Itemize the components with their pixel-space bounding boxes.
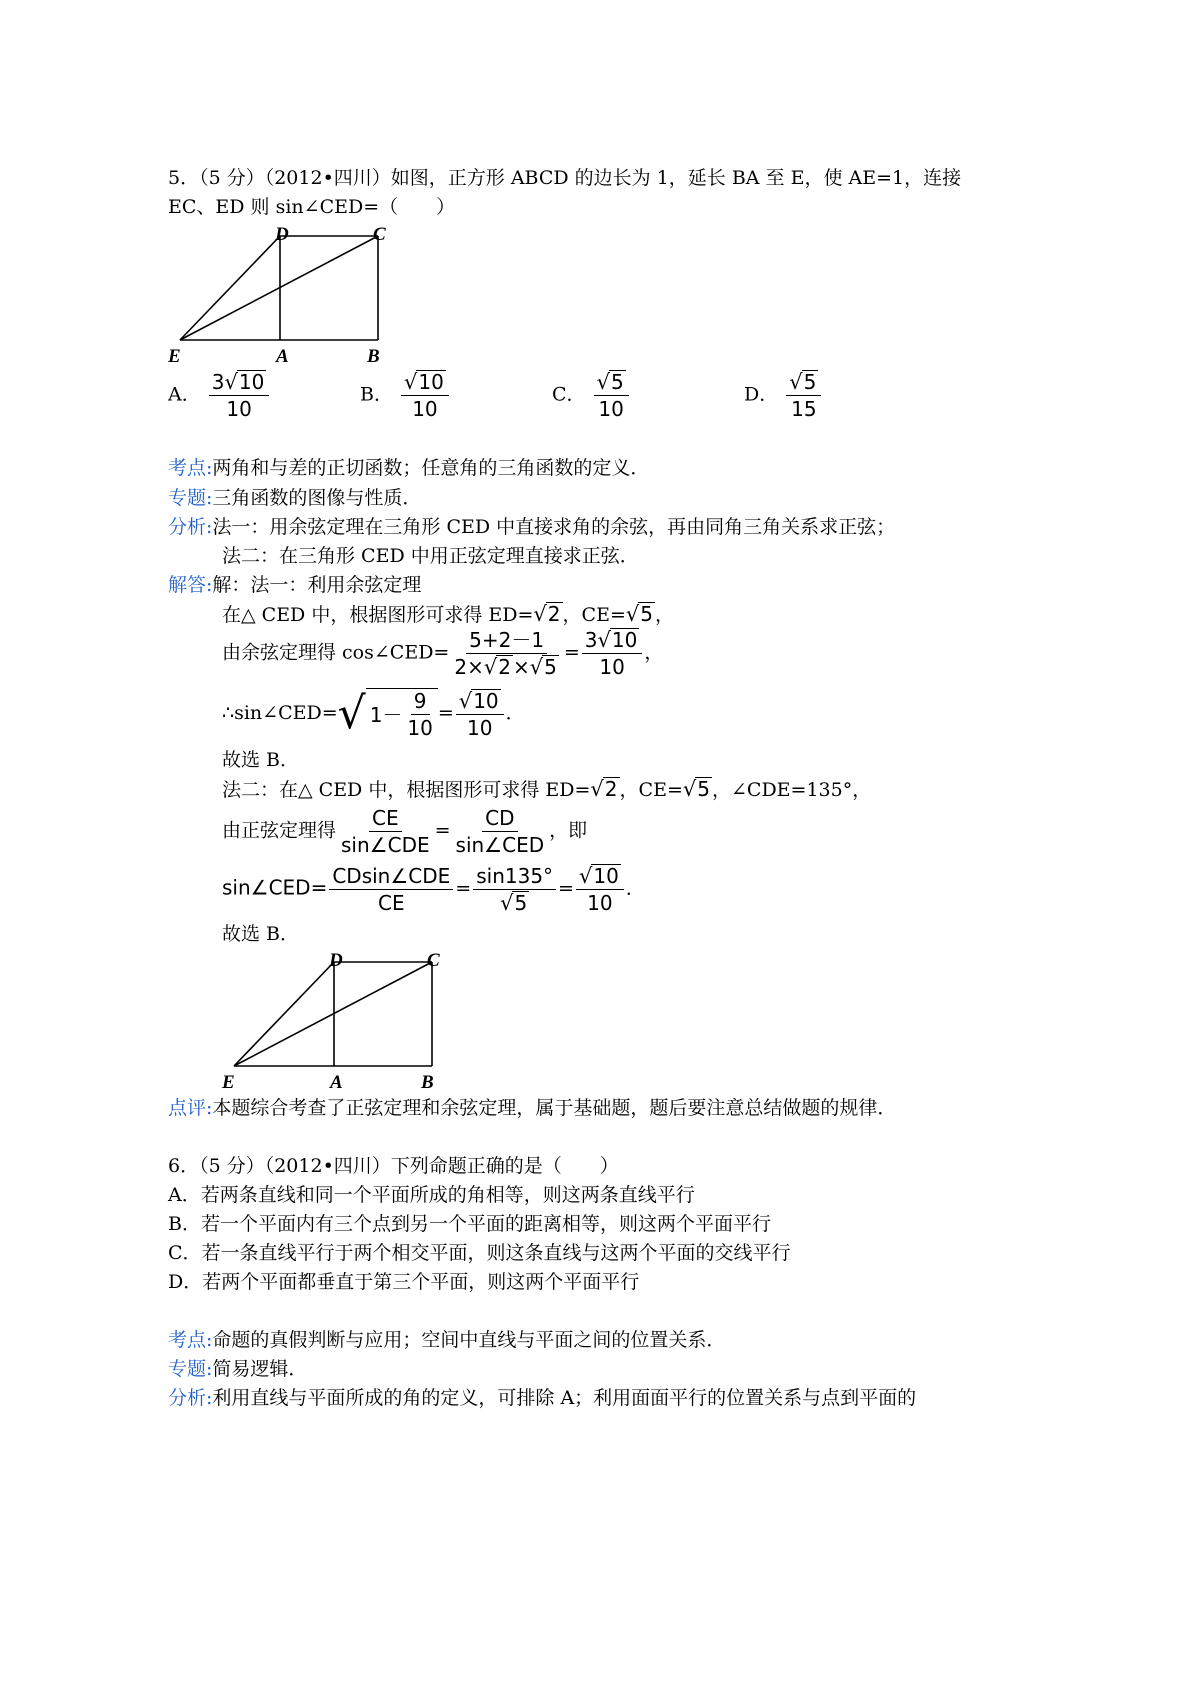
q6-option-c: C．若一条直线平行于两个相交平面，则这条直线与这两个平面的交线平行 xyxy=(168,1242,791,1264)
q5-method2-1: 法二：在△ CED 中，根据图形可求得 ED=√2 ，CE=√5 ，∠CDE=135°， xyxy=(222,777,872,801)
q5-option-c: C． $\frac{√5}{10}$ xyxy=(552,370,631,421)
label-a: A xyxy=(330,1072,343,1093)
q5-zhuanti: 专题:三角函数的图像与性质． xyxy=(168,487,422,509)
label-d: D xyxy=(329,950,343,971)
label-c: C xyxy=(373,224,386,245)
q5-option-d: D． $\frac{√5}{15}$ xyxy=(744,370,823,421)
q5-figure xyxy=(160,222,400,370)
label-b: B xyxy=(421,1072,434,1093)
q5-fenxi-2: 法二：在三角形 CED 中用正弦定理直接求正弦． xyxy=(222,545,639,567)
q5-answer-2: 故选 B． xyxy=(222,923,300,945)
q6-zhuanti: 专题:简易逻辑． xyxy=(168,1358,308,1380)
label-e: E xyxy=(222,1072,235,1093)
label-b: B xyxy=(367,346,380,367)
q5-option-b: B． $\frac{√10}{10}$ xyxy=(360,370,451,421)
q5-step3: ∴sin∠CED= √ 1－ $\frac{9}{10}$ = $\frac{√10}{10}$ ． xyxy=(222,688,525,740)
q6-option-a: A．若两条直线和同一个平面所成的角相等，则这两条直线平行 xyxy=(168,1184,695,1206)
q5-method2-2: 由正弦定理得 $\frac{CE}{\text{sin∠CDE}}$ = $\frac{CD}{\text{sin∠CED}}$ ，即 xyxy=(222,806,588,857)
q5-step2: 由余弦定理得 cos∠CED= $\frac{5+2-1}{2\times√2 \times√5}$ = $\frac{3√10}{10}$ ， xyxy=(222,628,664,679)
q5-stem-line1: 5．（5 分）（2012•四川）如图，正方形 ABCD 的边长为 1，延长 BA 至 E，使 AE=1，连接 xyxy=(168,167,962,189)
q5-step1: 在△ CED 中，根据图形可求得 ED=√2 ，CE=√5 ， xyxy=(222,602,674,626)
q6-stem: 6．（5 分）（2012•四川）下列命题正确的是（ ） xyxy=(168,1155,619,1177)
label-c: C xyxy=(427,950,440,971)
q5-jieda: 解答:解：法一：利用余弦定理 xyxy=(168,574,422,596)
q5-kaodian: 考点:两角和与差的正切函数；任意角的三角函数的定义． xyxy=(168,457,650,479)
label-e: E xyxy=(168,346,181,367)
q5-stem-line2: EC、ED 则 sin∠CED=（ ） xyxy=(168,196,456,218)
q5-figure-2 xyxy=(214,948,454,1094)
q5-method2-3: sin∠CED= $\frac{\text{CDsin∠CDE}}{CE}$ = $\frac{\sin 135^\circ}{√5}$ = $\frac{√10}{10}$ ． xyxy=(222,864,645,915)
q6-kaodian: 考点:命题的真假判断与应用；空间中直线与平面之间的位置关系． xyxy=(168,1329,726,1351)
label-a: A xyxy=(276,346,289,367)
q5-answer-1: 故选 B． xyxy=(222,749,300,771)
q5-dianping: 点评:本题综合考查了正弦定理和余弦定理，属于基础题，题后要注意总结做题的规律． xyxy=(168,1097,897,1119)
q6-fenxi: 分析:利用直线与平面所成的角的定义，可排除 A；利用面面平行的位置关系与点到平面的 xyxy=(168,1387,917,1409)
label-d: D xyxy=(275,224,289,245)
q6-option-b: B．若一个平面内有三个点到另一个平面的距离相等，则这两个平面平行 xyxy=(168,1213,771,1235)
q5-option-a: A． $\frac{3√10}{10}$ xyxy=(168,370,271,421)
q6-option-d: D．若两个平面都垂直于第三个平面，则这两个平面平行 xyxy=(168,1271,640,1293)
q5-fenxi: 分析:法一：用余弦定理在三角形 CED 中直接求角的余弦，再由同角三角关系求正弦； xyxy=(168,516,896,538)
